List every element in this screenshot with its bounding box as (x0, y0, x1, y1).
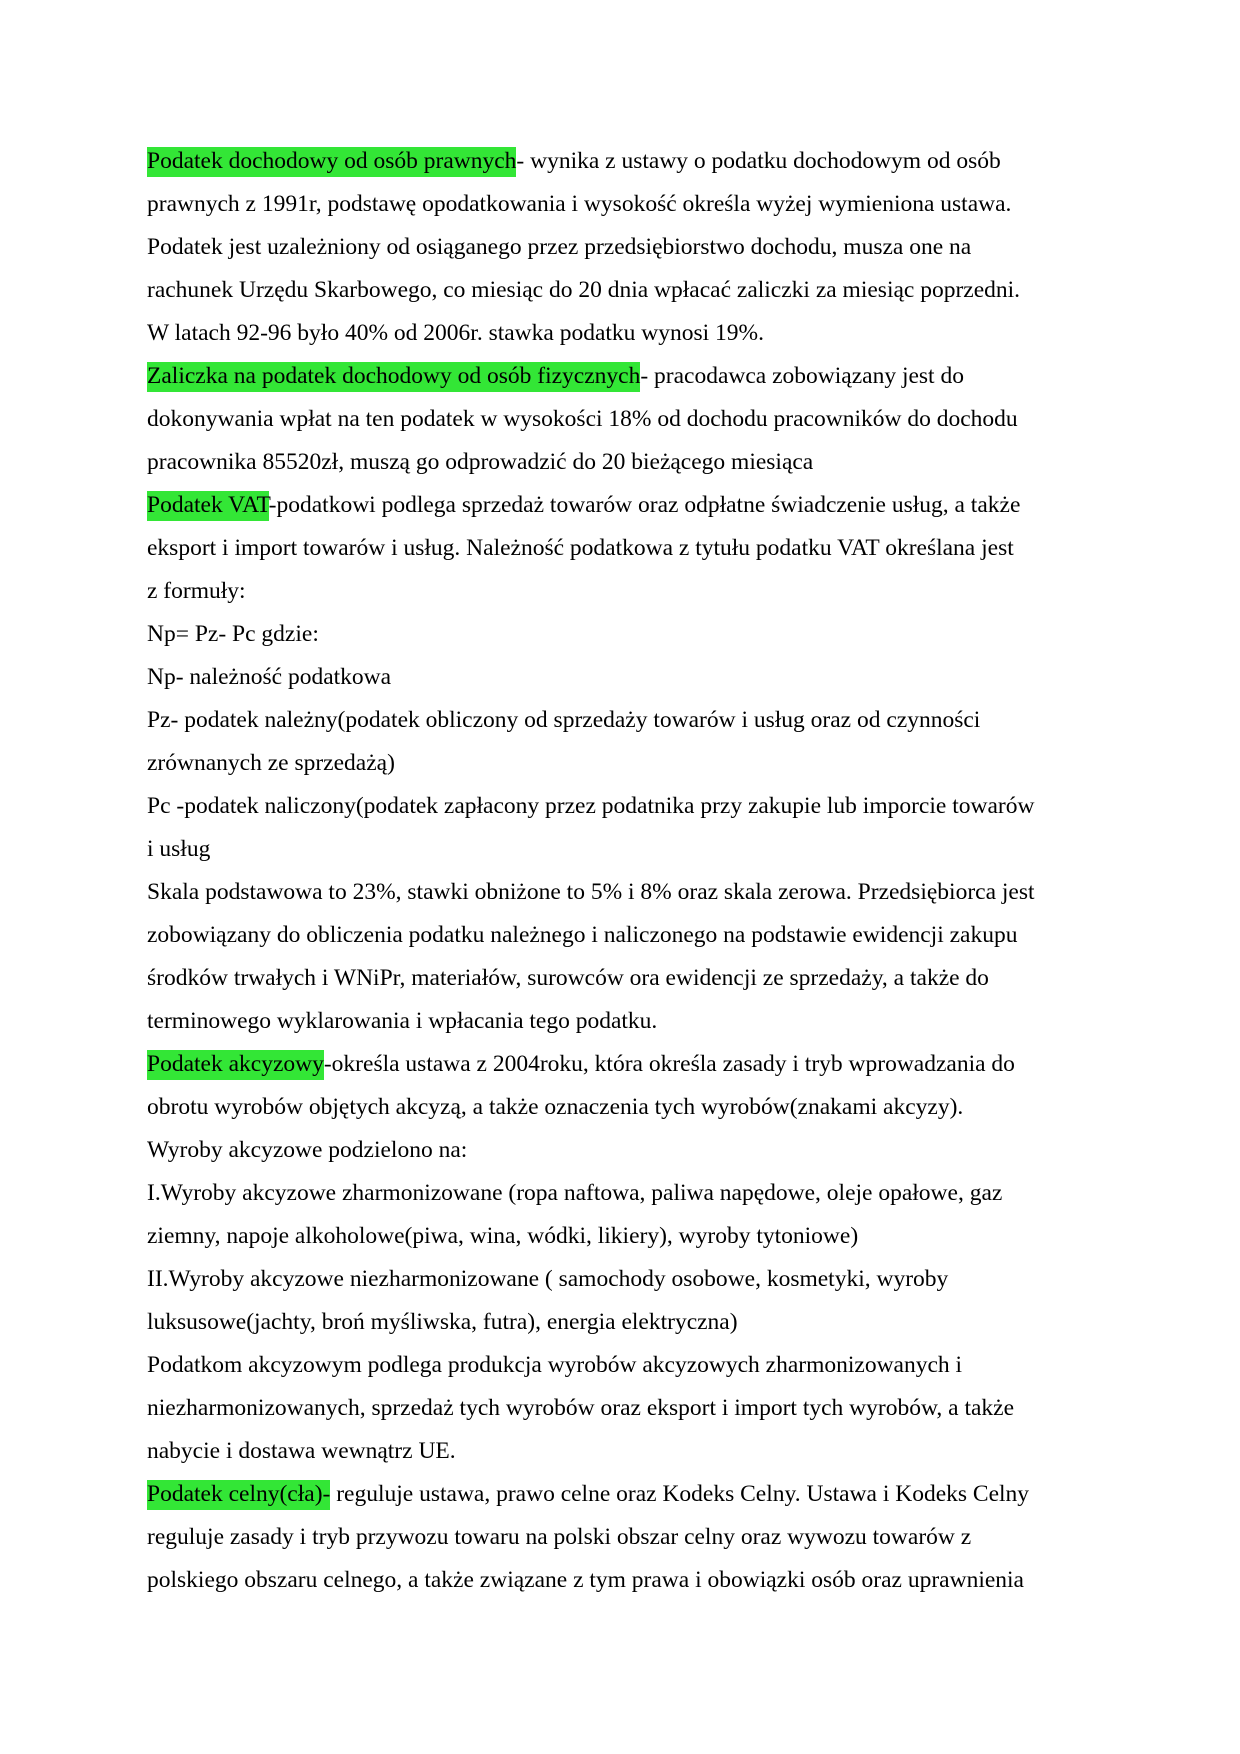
text-line (147, 1473, 1102, 1516)
text-line: dokonywania wpłat na ten podatek w wysokości 18% od dochodu pracowników do dochodu (147, 406, 1018, 432)
text-line: Podatek jest uzależniony od osiąganego przez przedsiębiorstwo dochodu, musza one na (147, 234, 972, 260)
line-text: reguluje ustawa, prawo celne oraz Kodeks Celny. Ustawa i Kodeks Celny (330, 1481, 1030, 1507)
text-line: I.Wyroby akcyzowe zharmonizowane (ropa naftowa, paliwa napędowe, oleje opałowe, gaz (147, 1180, 1003, 1206)
text-line: prawnych z 1991r, podstawę opodatkowania i wysokość określa wyżej wymieniona ustawa. (147, 191, 1012, 217)
text-line (147, 355, 1102, 398)
text-line (147, 140, 1102, 183)
text-line: Np- należność podatkowa (147, 664, 392, 690)
text-line: Skala podstawowa to 23%, stawki obniżone to 5% i 8% oraz skala zerowa. Przedsiębiorca jest (147, 879, 1035, 905)
text-line: Pc -podatek naliczony(podatek zapłacony przez podatnika przy zakupie lub imporcie towarów (147, 793, 1035, 819)
highlighted-term: Podatek celny(cła)- (147, 1480, 330, 1510)
text-line: zrównanych ze sprzedażą) (147, 750, 395, 776)
text-line: Podatkom akcyzowym podlega produkcja wyrobów akcyzowych zharmonizowanych i (147, 1352, 963, 1378)
text-line: polskiego obszaru celnego, a także związane z tym prawa i obowiązki osób oraz uprawnienia (147, 1567, 1024, 1593)
highlighted-term: Podatek akcyzowy (147, 1050, 324, 1080)
document-page (147, 140, 1102, 1602)
line-text: - wynika z ustawy o podatku dochodowym od osób (516, 148, 1001, 174)
formula-line: Np= Pz- Pc gdzie: (147, 621, 319, 647)
text-line: zobowiązany do obliczenia podatku należnego i naliczonego na podstawie ewidencji zakupu (147, 922, 1018, 948)
text-line: II.Wyroby akcyzowe niezharmonizowane ( samochody osobowe, kosmetyki, wyroby (147, 1266, 949, 1292)
highlighted-term: Zaliczka na podatek dochodowy od osób fizycznych (147, 362, 640, 392)
text-line: z formuły: (147, 578, 246, 604)
text-line: Pz- podatek należny(podatek obliczony od sprzedaży towarów i usług oraz od czynności (147, 707, 981, 733)
line-text: - pracodawca zobowiązany jest do (640, 363, 964, 389)
text-line: luksusowe(jachty, broń myśliwska, futra), energia elektryczna) (147, 1309, 738, 1335)
line-text: -określa ustawa z 2004roku, która określa zasady i tryb wprowadzania do (323, 1051, 1015, 1077)
text-line: i usług (147, 836, 211, 862)
text-line: ziemny, napoje alkoholowe(piwa, wina, wódki, likiery), wyroby tytoniowe) (147, 1223, 859, 1249)
highlighted-term: Podatek dochodowy od osób prawnych (147, 147, 516, 177)
text-line: obrotu wyrobów objętych akcyzą, a także oznaczenia tych wyrobów(znakami akcyzy). (147, 1094, 964, 1120)
text-line: Wyroby akcyzowe podzielono na: (147, 1137, 468, 1163)
highlighted-term: Podatek VAT (147, 491, 269, 521)
text-line: eksport i import towarów i usług. Należność podatkowa z tytułu podatku VAT określana jest (147, 535, 1014, 561)
text-line: niezharmonizowanych, sprzedaż tych wyrobów oraz eksport i import tych wyrobów, a także (147, 1395, 1015, 1421)
text-line: terminowego wyklarowania i wpłacania tego podatku. (147, 1008, 658, 1034)
text-line: pracownika 85520zł, muszą go odprowadzić do 20 bieżącego miesiąca (147, 449, 814, 475)
line-text: -podatkowi podlega sprzedaż towarów oraz odpłatne świadczenie usług, a także (268, 492, 1021, 518)
text-line: W latach 92-96 było 40% od 2006r. stawka podatku wynosi 19%. (147, 320, 765, 346)
text-line: rachunek Urzędu Skarbowego, co miesiąc do 20 dnia wpłacać zaliczki za miesiąc poprzedni. (147, 277, 1021, 303)
text-line: reguluje zasady i tryb przywozu towaru na polski obszar celny oraz wywozu towarów z (147, 1524, 972, 1550)
text-line (147, 484, 1102, 527)
text-line: środków trwałych i WNiPr, materiałów, surowców ora ewidencji ze sprzedaży, a także do (147, 965, 989, 991)
text-line (147, 1043, 1102, 1086)
text-line: nabycie i dostawa wewnątrz UE. (147, 1438, 456, 1464)
